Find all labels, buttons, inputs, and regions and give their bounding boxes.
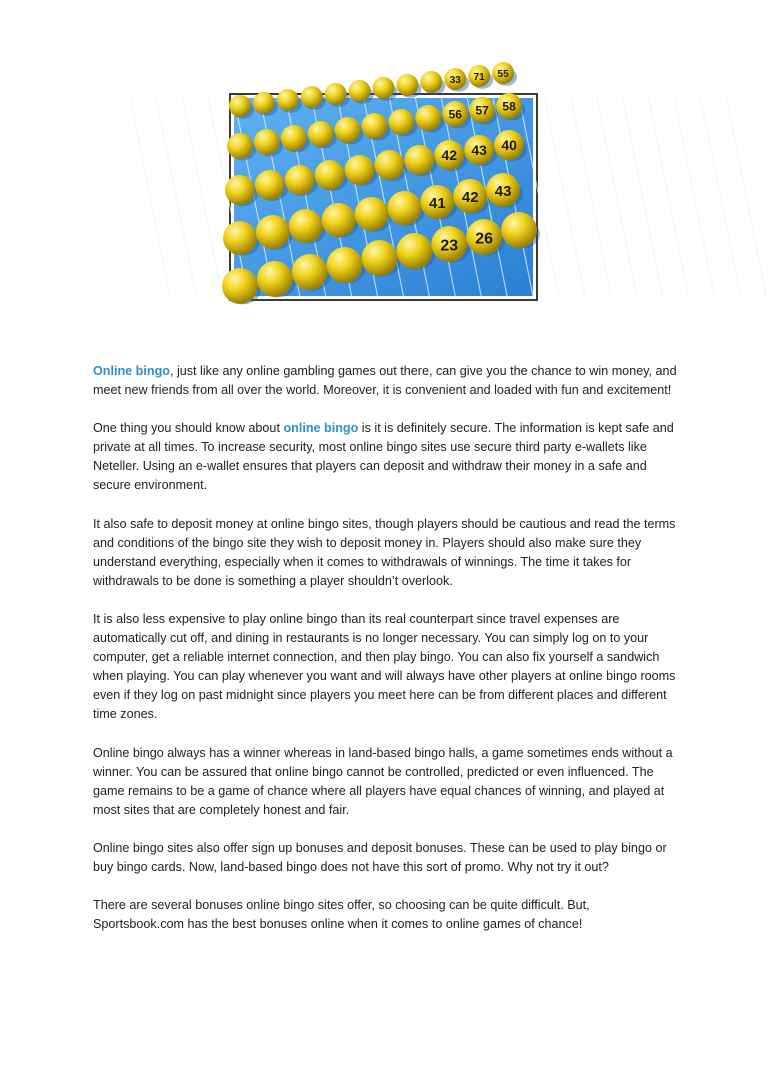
bingo-ball bbox=[292, 254, 328, 290]
grid-line bbox=[545, 98, 585, 296]
bingo-ball bbox=[387, 191, 421, 225]
bingo-balls-image bbox=[229, 68, 538, 301]
bingo-ball bbox=[404, 145, 434, 175]
online-bingo-link[interactable]: Online bingo bbox=[93, 364, 170, 378]
bingo-ball bbox=[388, 109, 414, 135]
ball-number: 57 bbox=[475, 103, 489, 118]
grid-line bbox=[623, 98, 663, 296]
bingo-balls-illustration bbox=[234, 68, 533, 296]
bingo-ball bbox=[225, 175, 255, 205]
paragraph-4: It is also less expensive to play online bingo than its real counterpart since travel expenses are automatically cut off, and dining in restaurants is no longer necessary. You can simply log on to your computer, get a reliable internet connection, and then play bingo. You can also fix yourself a sandwich when playing. You can play whenever you want and will always have other players at online bingo rooms even if they log on past midnight since players you meet here can be from different places and different time zones. bbox=[93, 611, 676, 722]
bingo-ball bbox=[222, 268, 258, 304]
bingo-ball bbox=[253, 92, 275, 114]
paragraph-3: It also safe to deposit money at online bingo sites, though players should be cautious and read the terms and conditions of the bingo site they wish to deposit money in. Players should also make sure they understand everything, especially when it comes to withdrawals of winnings. The time it takes for withdrawals to be done is something a player shouldn’t overlook. bbox=[93, 516, 676, 588]
grid-line bbox=[726, 98, 766, 296]
bingo-ball bbox=[257, 261, 293, 297]
paragraph-7: There are several bonuses online bingo sites offer, so choosing can be quite difficult. But, Sportsbook.com has the best bonuses online when it comes to online games of chance! bbox=[93, 898, 590, 932]
ball-number: 58 bbox=[502, 99, 516, 114]
ball-number: 23 bbox=[440, 237, 459, 255]
grid-line bbox=[675, 98, 715, 296]
bingo-ball bbox=[327, 247, 363, 283]
bingo-ball bbox=[501, 212, 537, 248]
bingo-ball bbox=[415, 105, 441, 131]
bingo-ball bbox=[277, 89, 299, 111]
ball-number: 42 bbox=[461, 188, 479, 206]
bingo-ball bbox=[325, 83, 347, 105]
bingo-ball bbox=[362, 113, 388, 139]
bingo-ball bbox=[396, 233, 432, 269]
ball-number: 56 bbox=[448, 107, 462, 122]
bingo-ball bbox=[362, 240, 398, 276]
bingo-ball bbox=[301, 86, 323, 108]
online-bingo-link-2[interactable]: online bingo bbox=[283, 421, 359, 436]
bingo-ball bbox=[254, 129, 280, 155]
bingo-ball bbox=[308, 121, 334, 147]
ball-number: 42 bbox=[441, 147, 458, 164]
bingo-ball bbox=[345, 155, 375, 185]
bingo-ball bbox=[396, 74, 418, 96]
bingo-ball bbox=[229, 95, 251, 117]
bingo-ball bbox=[335, 117, 361, 143]
ball-number: 40 bbox=[501, 137, 517, 154]
ball-number: 43 bbox=[494, 182, 512, 200]
paragraph-1: Online bingo, just like any online gambling games out there, can give you the chance to win money, and meet new friends from all over the world. Moreover, it is convenient and loaded with fun and excitement! bbox=[93, 364, 677, 398]
ball-number: 33 bbox=[449, 74, 461, 86]
ball-number: 41 bbox=[429, 194, 446, 212]
bingo-ball bbox=[375, 150, 405, 180]
bingo-ball bbox=[349, 80, 371, 102]
bingo-ball bbox=[289, 209, 323, 243]
ball-number: 55 bbox=[497, 68, 509, 80]
bingo-ball bbox=[255, 170, 285, 200]
grid-line bbox=[156, 98, 196, 296]
paragraph-5: Online bingo always has a winner whereas in land-based bingo halls, a game sometimes ends without a winner. You can be assured that online bingo cannot be controlled, predicted or even influenced. The game remains to be a game of chance where all players have equal chances of winning, and played at most sites that are completely honest and fair. bbox=[93, 745, 673, 817]
bingo-ball bbox=[315, 160, 345, 190]
ball-number: 26 bbox=[475, 230, 494, 248]
grid-line bbox=[182, 98, 222, 296]
bingo-ball bbox=[322, 203, 356, 237]
grid-line bbox=[571, 98, 611, 296]
bingo-ball bbox=[373, 77, 395, 99]
grid-line bbox=[700, 98, 740, 296]
paragraph-2: One thing you should know about online bingo is it is definitely secure. The information is kept safe and private at all times. To increase security, most online bingo sites use secure third party e-wallets like Neteller. Using an e-wallet ensures that players can deposit and withdraw their money in a safe and secure environment. bbox=[93, 421, 674, 493]
bingo-ball bbox=[355, 197, 389, 231]
grid-line bbox=[130, 98, 170, 296]
ball-number: 43 bbox=[471, 142, 487, 159]
ball-number: 71 bbox=[473, 71, 485, 83]
bingo-ball bbox=[227, 133, 253, 159]
bingo-ball bbox=[281, 125, 307, 151]
grid-line bbox=[597, 98, 637, 296]
paragraph-6: Online bingo sites also offer sign up bonuses and deposit bonuses. These can be used to play bingo or buy bingo cards. Now, land-based bingo does not have this sort of promo. Why not try it out? bbox=[93, 840, 667, 874]
bingo-ball bbox=[223, 221, 257, 255]
article-body bbox=[93, 362, 683, 953]
bingo-ball bbox=[420, 71, 442, 93]
bingo-ball bbox=[256, 215, 290, 249]
bingo-ball bbox=[285, 165, 315, 195]
grid-line bbox=[649, 98, 689, 296]
